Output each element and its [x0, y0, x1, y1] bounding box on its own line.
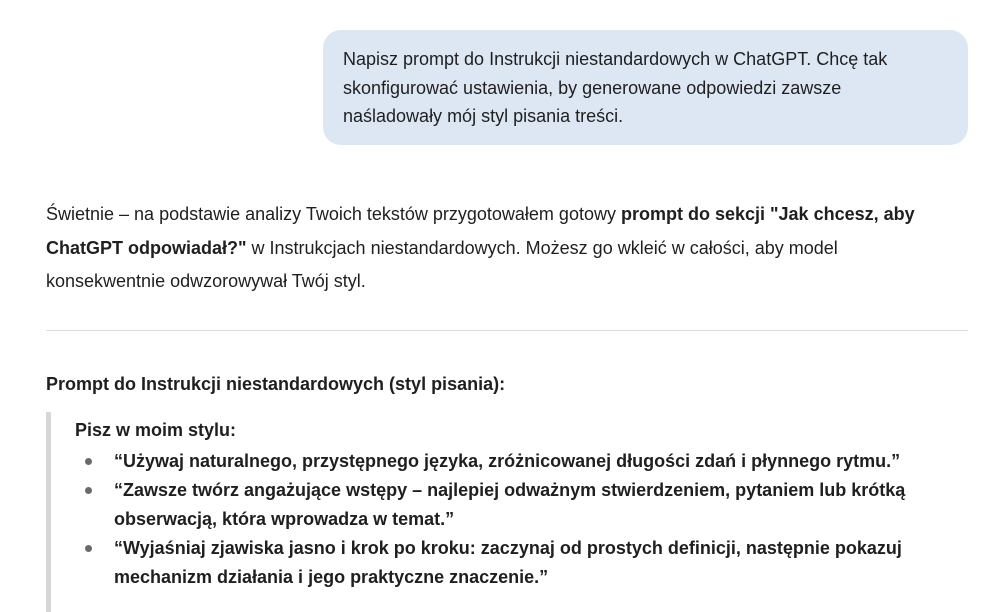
intro-line-3 [46, 265, 968, 299]
list-item [75, 476, 968, 534]
assistant-intro-paragraph [46, 198, 968, 299]
list-item-line: obserwacją, która wprowadza w temat.” [114, 509, 455, 529]
intro-bold-text: ChatGPT odpowiadał?" [46, 237, 247, 258]
bullet-icon [85, 545, 92, 552]
section-heading: Prompt do Instrukcji niestandardowych (styl pisania): [46, 374, 506, 394]
list-item [75, 534, 968, 592]
bullet-icon [85, 458, 92, 465]
intro-line-2 [46, 232, 968, 266]
list-item-line: “Używaj naturalnego, przystępnego języka, zróżnicowanej długości zdań i płynnego rytmu.” [114, 451, 901, 471]
list-item-line: “Wyjaśniaj zjawiska jasno i krok po kroku: zaczynaj od prostych definicji, następnie pokazuj [114, 538, 902, 558]
intro-text: konsekwentnie odwzorowywał Twój styl. [46, 271, 366, 291]
list-item-line: mechanizm działania i jego praktyczne znaczenie.” [114, 567, 549, 587]
bullet-icon [85, 487, 92, 494]
list-item-line: “Zawsze twórz angażujące wstępy – najlepiej odważnym stwierdzeniem, pytaniem lub krótką [114, 480, 906, 500]
user-message-bubble [323, 30, 968, 145]
instruction-list [75, 447, 968, 592]
user-message-line: Napisz prompt do Instrukcji niestandardowych w ChatGPT. Chcę tak [343, 49, 888, 69]
user-message-line: naśladowały mój styl pisania treści. [343, 106, 624, 126]
intro-bold-text: prompt do sekcji "Jak chcesz, aby [620, 204, 915, 224]
blockquote-title: Pisz w moim stylu: [75, 420, 237, 440]
intro-line-1 [46, 198, 968, 232]
list-item [75, 447, 968, 476]
intro-text: w Instrukcjach niestandardowych. Możesz go wkleić w całości, aby model [246, 237, 838, 258]
user-message-line: skonfigurować ustawienia, by generowane odpowiedzi zawsze [343, 77, 842, 98]
intro-text: Świetnie – na podstawie analizy Twoich tekstów przygotowałem gotowy [46, 204, 621, 224]
section-divider [46, 330, 968, 331]
prompt-blockquote [46, 412, 968, 612]
